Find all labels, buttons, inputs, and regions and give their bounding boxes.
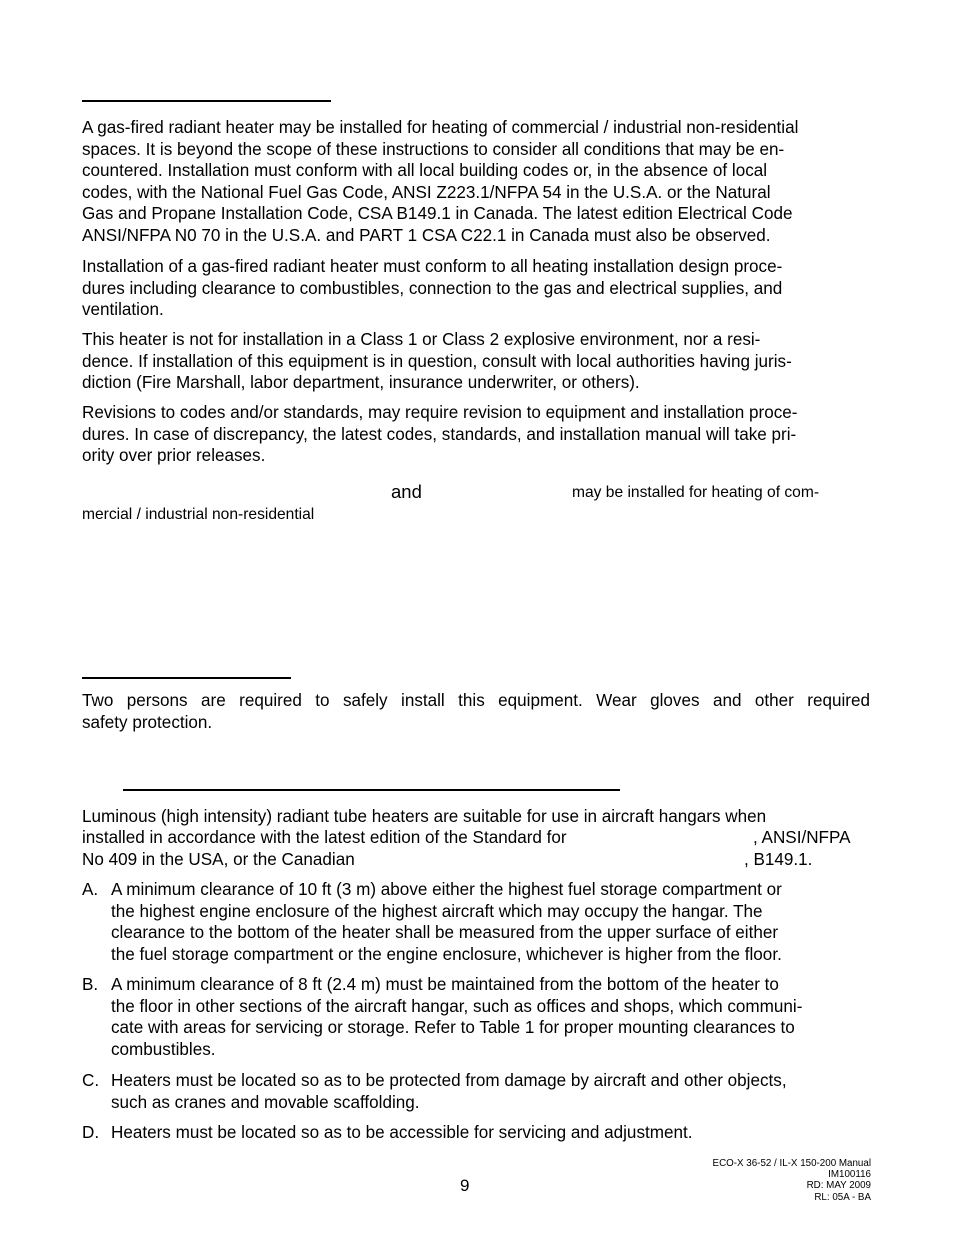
list-item-letter: C.	[82, 1071, 100, 1090]
text-line-fragment: , B149.1.	[744, 850, 813, 869]
text-line: diction (Fire Marshall, labor department, insurance underwriter, or others).	[82, 373, 640, 393]
section-heading-rule-1	[82, 100, 331, 102]
paragraph-explosive-environment	[82, 329, 870, 394]
text-line: Luminous (high intensity) radiant tube heaters are suitable for use in aircraft hangars when	[82, 807, 767, 826]
text-line: No 409 in the USA, or the Canadian	[82, 850, 355, 869]
paragraph-design-procedures	[82, 256, 870, 321]
text-line: Gas and Propane Installation Code, CSA B149.1 in Canada. The latest edition Electrical Code	[82, 204, 793, 224]
text-line: installed in accordance with the latest edition of the Standard for	[82, 828, 567, 847]
footer-line: IM100116	[828, 1169, 871, 1181]
text-line: ANSI/NFPA N0 70 in the U.S.A. and PART 1 CSA C22.1 in Canada must also be observed.	[82, 225, 771, 245]
text-line-fragment: , ANSI/NFPA	[753, 828, 851, 847]
text-line: A minimum clearance of 8 ft (2.4 m) must be maintained from the bottom of the heater to	[111, 975, 779, 994]
text-line: dence. If installation of this equipment is in question, consult with local authorities having juris-	[82, 351, 792, 371]
fragment-tail: may be installed for heating of com-	[572, 484, 820, 501]
paragraph-codes	[82, 117, 870, 247]
text-line: combustibles.	[111, 1039, 216, 1059]
text-line: Heaters must be located so as to be protected from damage by aircraft and other objects,	[111, 1071, 787, 1090]
text-line: safety protection.	[82, 712, 213, 732]
section-heading-rule-3	[123, 789, 620, 791]
paragraph-two-persons	[82, 690, 870, 733]
text-line: countered. Installation must conform with all local building codes or, in the absence of local	[82, 161, 768, 181]
text-line: ority over prior releases.	[82, 446, 266, 466]
text-line: the floor in other sections of the aircraft hangar, such as offices and shops, which communi-	[111, 996, 803, 1016]
text-line: such as cranes and movable scaffolding.	[111, 1092, 420, 1112]
text-line: A gas-fired radiant heater may be installed for heating of commercial / industrial non-residential	[82, 118, 799, 137]
footer-line: RL: 05A - BA	[814, 1191, 871, 1203]
text-line: Heaters must be located so as to be accessible for servicing and adjustment.	[111, 1123, 693, 1142]
list-item-letter: D.	[82, 1123, 100, 1142]
text-line: dures including clearance to combustibles, connection to the gas and electrical supplies, and	[82, 278, 783, 298]
list-item-letter: B.	[82, 975, 99, 994]
text-line: cate with areas for servicing or storage. Refer to Table 1 for proper mounting clearances to	[111, 1018, 795, 1038]
footer-line: RD: MAY 2009	[806, 1180, 871, 1192]
text-line: clearance to the bottom of the heater shall be measured from the upper surface of either	[111, 923, 779, 943]
text-line: the highest engine enclosure of the highest aircraft which may occupy the hangar. The	[111, 901, 763, 921]
list-item-letter: A.	[82, 880, 99, 899]
text-line: Installation of a gas-fired radiant heater must conform to all heating installation design proce-	[82, 257, 783, 276]
fragment-line2: mercial / industrial non-residential	[82, 506, 315, 523]
document-footer-info	[713, 1158, 871, 1203]
text-line: the fuel storage compartment or the engine enclosure, whichever is higher from the floor.	[111, 944, 782, 964]
paragraph-revisions	[82, 402, 870, 467]
text-line: codes, with the National Fuel Gas Code, ANSI Z223.1/NFPA 54 in the U.S.A. or the Natural	[82, 182, 771, 202]
footer-line: ECO-X 36-52 / IL-X 150-200 Manual	[712, 1158, 871, 1169]
page-number: 9	[460, 1176, 470, 1195]
fragment-and: and	[391, 481, 422, 502]
text-line: A minimum clearance of 10 ft (3 m) above either the highest fuel storage compartment or	[111, 880, 782, 899]
text-line: Two persons are required to safely install this equipment. Wear gloves and other required	[82, 691, 870, 710]
text-line: ventilation.	[82, 300, 164, 320]
section-heading-rule-2	[82, 677, 291, 679]
text-line: spaces. It is beyond the scope of these instructions to consider all conditions that may be en-	[82, 139, 785, 159]
text-line: dures. In case of discrepancy, the latest codes, standards, and installation manual will take pri-	[82, 424, 797, 444]
text-line: This heater is not for installation in a Class 1 or Class 2 explosive environment, nor a resi-	[82, 330, 761, 349]
text-line: Revisions to codes and/or standards, may require revision to equipment and installation proce-	[82, 403, 798, 422]
